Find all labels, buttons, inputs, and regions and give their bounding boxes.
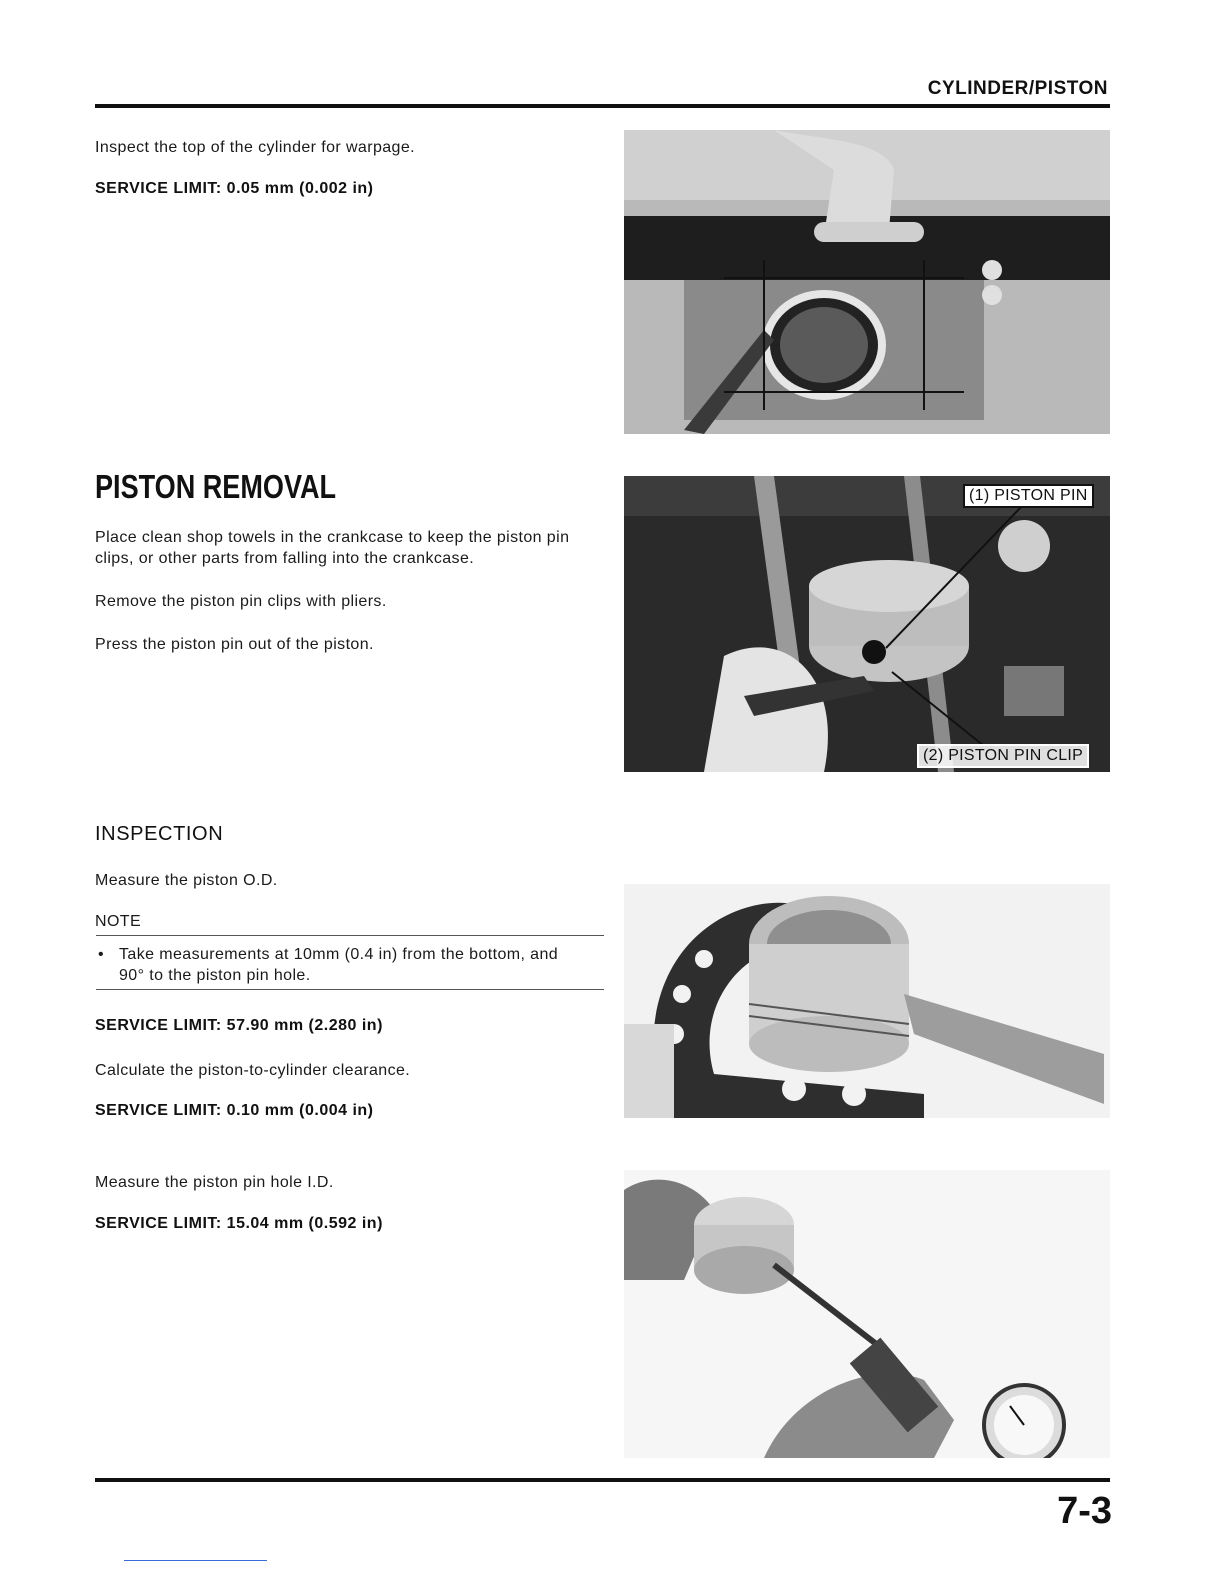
page-number: 7-3 [1057, 1490, 1112, 1532]
piston-pin-clip-photo [624, 476, 1110, 772]
piston-od-service-limit: SERVICE LIMIT: 57.90 mm (2.280 in) [95, 1017, 383, 1034]
header-rule [95, 104, 1110, 108]
piston-od-micrometer-photo [624, 884, 1110, 1118]
warpage-instruction: Inspect the top of the cylinder for warpage. [95, 139, 415, 156]
running-header-title: CYLINDER/PISTON [927, 78, 1108, 99]
note-bottom-rule [96, 989, 604, 990]
press-pin-instruction: Press the piston pin out of the piston. [95, 636, 374, 653]
clearance-instruction: Calculate the piston-to-cylinder clearance. [95, 1062, 411, 1079]
removal-instruction-line1: Place clean shop towels in the crankcase to keep the piston pin [95, 529, 570, 546]
piston-removal-heading: PISTON REMOVAL [95, 468, 337, 505]
measure-od-instruction: Measure the piston O.D. [95, 872, 278, 889]
warpage-service-limit: SERVICE LIMIT: 0.05 mm (0.002 in) [95, 180, 374, 197]
removal-instruction-line2: clips, or other parts from falling into the crankcase. [95, 550, 475, 567]
footer-link-underline [124, 1560, 267, 1561]
remove-clips-instruction: Remove the piston pin clips with pliers. [95, 593, 387, 610]
note-top-rule [96, 935, 604, 936]
inspection-heading: INSPECTION [95, 823, 224, 845]
note-line1: Take measurements at 10mm (0.4 in) from the bottom, and [119, 946, 559, 963]
piston-pin-callout: (1) PISTON PIN [963, 484, 1094, 508]
note-bullet: • [98, 946, 105, 963]
measure-pin-hole-instruction: Measure the piston pin hole I.D. [95, 1174, 334, 1191]
note-line2: 90° to the piston pin hole. [119, 967, 311, 984]
pin-hole-bore-gauge-photo [624, 1170, 1110, 1458]
note-label: NOTE [95, 913, 142, 930]
clearance-service-limit: SERVICE LIMIT: 0.10 mm (0.004 in) [95, 1102, 374, 1119]
cylinder-warpage-photo [624, 130, 1110, 434]
pin-hole-service-limit: SERVICE LIMIT: 15.04 mm (0.592 in) [95, 1215, 383, 1232]
footer-rule [95, 1478, 1110, 1482]
piston-pin-clip-callout: (2) PISTON PIN CLIP [917, 744, 1089, 768]
